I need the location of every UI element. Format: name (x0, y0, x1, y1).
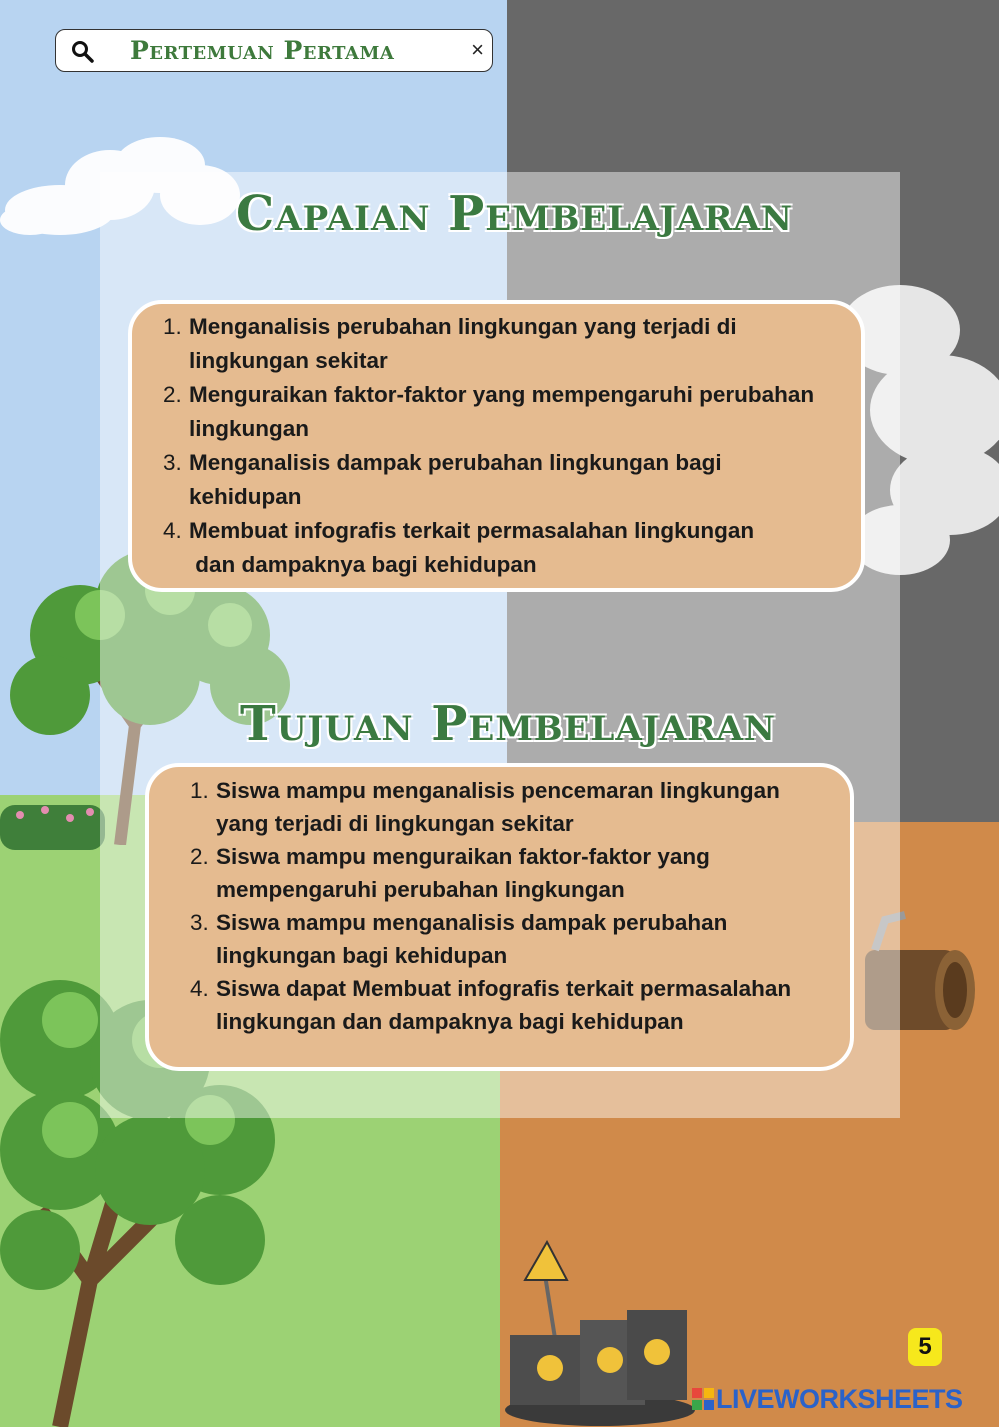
liveworksheets-logo-icon (692, 1388, 714, 1410)
tujuan-list (192, 774, 842, 1038)
list-item: 4. Siswa dapat Membuat infografis terkait permasalahan lingkungan dan dampaknya bagi kehidupan (190, 976, 792, 1034)
section-heading-capaian: Capaian Pembelajaran (236, 186, 793, 242)
list-item: 1. Menganalisis perubahan lingkungan yang terjadi di lingkungan sekitar (163, 314, 737, 373)
capaian-list (165, 310, 865, 582)
close-icon[interactable]: × (471, 37, 484, 62)
list-item: 1. Siswa mampu menganalisis pencemaran lingkungan yang terjadi di lingkungan sekitar (190, 778, 780, 836)
list-item: 3. Siswa mampu menganalisis dampak perubahan lingkungan bagi kehidupan (190, 910, 728, 968)
list-item: 4. Membuat infografis terkait permasalahan lingkungan dan dampaknya bagi kehidupan (163, 518, 755, 577)
list-item: 3. Menganalisis dampak perubahan lingkungan bagi kehidupan (163, 450, 722, 509)
bush-illustration (0, 790, 105, 850)
page-number-badge: 5 (908, 1328, 942, 1366)
section-heading-tujuan: Tujuan Pembelajaran (240, 696, 776, 752)
search-icon[interactable] (70, 39, 94, 63)
search-bar[interactable] (55, 29, 493, 72)
brand-text: LIVEWORKSHEETS (716, 1384, 963, 1414)
list-item: 2. Siswa mampu menguraikan faktor-faktor yang mempengaruhi perubahan lingkungan (190, 844, 710, 902)
list-item: 2. Menguraikan faktor-faktor yang mempengaruhi perubahan lingkungan (163, 382, 815, 441)
liveworksheets-logo[interactable] (692, 1384, 963, 1415)
search-title: Pertemuan Pertama (130, 36, 395, 65)
toxic-barrels-illustration (505, 1240, 705, 1427)
